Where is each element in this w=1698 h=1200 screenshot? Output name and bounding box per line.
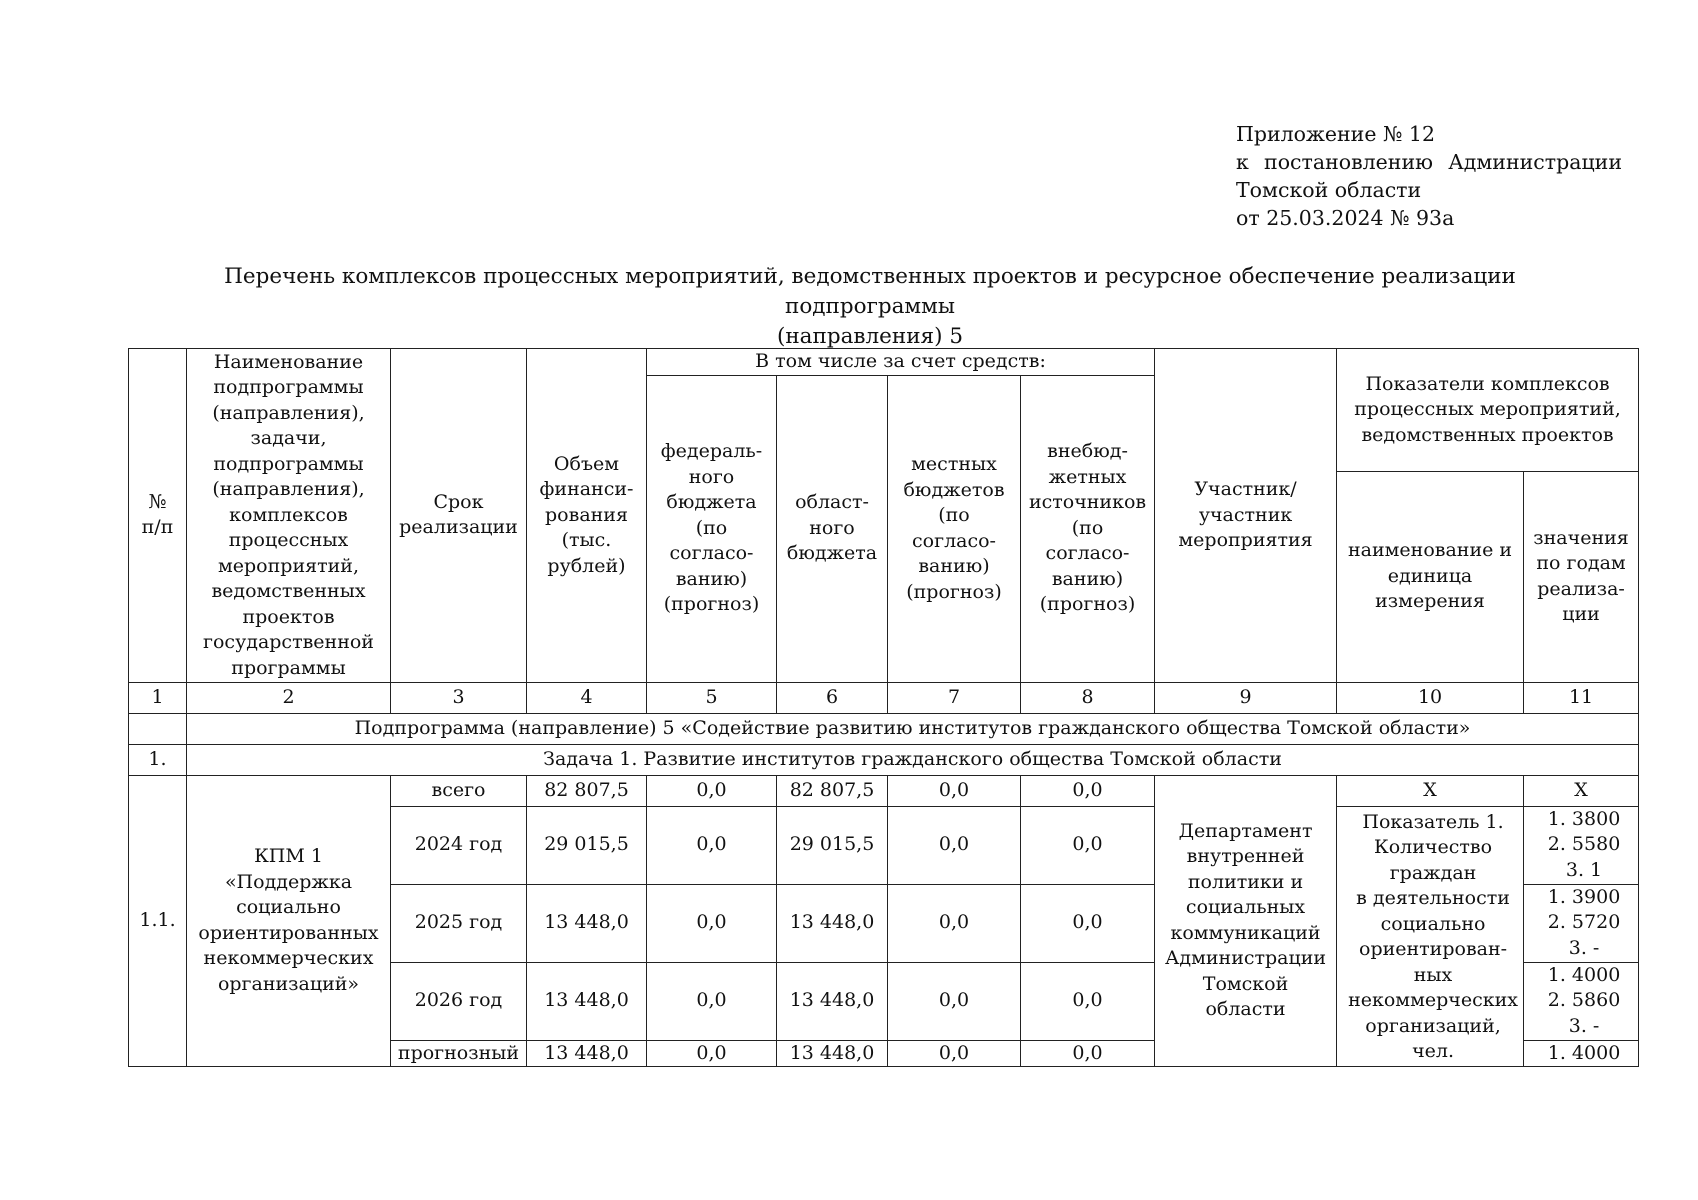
text-line: политики и	[1187, 870, 1304, 893]
volume-cell: 82 807,5	[527, 775, 647, 806]
text-line: Показатель 1.	[1362, 810, 1504, 833]
column-number: 11	[1524, 682, 1639, 713]
header-including: В том числе за счет средств:	[647, 349, 1155, 376]
appendix-line-2	[1236, 148, 1622, 176]
kpm-num: 1.1.	[129, 775, 187, 1067]
local-cell: 0,0	[888, 1040, 1021, 1067]
federal-cell: 0,0	[647, 962, 777, 1040]
text-line: (прогноз)	[1039, 593, 1136, 616]
header-extrabudget	[1021, 375, 1155, 682]
title-line-1: Перечень комплексов процессных мероприятий, ведомственных проектов и ресурсное обеспечение реализации подпрограммы	[224, 264, 1516, 319]
text-line: процессных	[228, 529, 349, 551]
text-line: единица	[1387, 564, 1473, 587]
header-federal	[647, 375, 777, 682]
appendix-line-4: от 25.03.2024 № 93а	[1236, 206, 1455, 230]
text-line: внутренней	[1186, 845, 1305, 868]
subprogram-row	[129, 713, 1639, 744]
header-indicator-values	[1524, 471, 1639, 682]
text-line: подпрограммы	[213, 376, 364, 398]
text-line: (по	[938, 504, 970, 526]
task-row	[129, 744, 1639, 775]
federal-cell: 0,0	[647, 1040, 777, 1067]
text-line: социально	[236, 896, 341, 919]
text-line: в деятельности	[1356, 887, 1510, 910]
text-line: ных	[1413, 963, 1453, 986]
regional-cell: 13 448,0	[777, 1040, 888, 1067]
text-line: 2. 5580	[1547, 833, 1621, 856]
column-numbers-row	[129, 682, 1639, 713]
text-line: программы	[231, 656, 346, 679]
text-line: п/п	[141, 516, 174, 539]
task-num: 1.	[129, 744, 187, 775]
text-line: проектов	[242, 605, 335, 628]
text-line: (направления),	[212, 401, 365, 424]
text-line: ного	[688, 465, 735, 488]
text-line: по годам	[1536, 552, 1626, 574]
extra-cell: 0,0	[1021, 884, 1155, 962]
text-line: области	[1205, 998, 1286, 1021]
text-line: согласо-	[669, 542, 754, 565]
federal-cell: 0,0	[647, 775, 777, 806]
column-number: 1	[129, 682, 187, 713]
text-line: государственной	[203, 631, 374, 653]
kpm-participant	[1155, 775, 1337, 1067]
header-name	[187, 349, 391, 683]
volume-cell: 29 015,5	[527, 806, 647, 884]
extra-cell: 0,0	[1021, 775, 1155, 806]
subprogram-title: Подпрограмма (направление) 5 «Содействие развитию институтов гражданского общества Томской области»	[187, 713, 1639, 744]
column-number: 8	[1021, 682, 1155, 713]
appendix-line-3: Томской области	[1236, 178, 1422, 202]
header-volume	[527, 349, 647, 683]
header-num	[129, 349, 187, 683]
text-line: процессных мероприятий,	[1354, 398, 1621, 420]
text-line: реализации	[399, 516, 518, 539]
regional-cell: 29 015,5	[777, 806, 888, 884]
title-line-2: (направления) 5	[776, 324, 964, 349]
federal-cell: 0,0	[647, 884, 777, 962]
appendix-block	[1236, 120, 1622, 232]
text-line: рования	[545, 503, 628, 526]
column-number: 5	[647, 682, 777, 713]
column-number: 4	[527, 682, 647, 713]
text-line: федераль-	[660, 440, 763, 463]
text-line: социальных	[1185, 896, 1306, 919]
text-line: социально	[1380, 912, 1486, 935]
text-line: 1. 4000	[1547, 963, 1621, 986]
text-line: согласо-	[1045, 542, 1130, 565]
period-cell: 2025 год	[391, 884, 527, 962]
text-line: 1. 3800	[1547, 807, 1621, 830]
text-line: Количество	[1374, 836, 1493, 859]
column-number: 3	[391, 682, 527, 713]
federal-cell: 0,0	[647, 806, 777, 884]
column-number: 9	[1155, 682, 1337, 713]
text-line: коммуникаций	[1170, 921, 1321, 944]
text-line: организаций,	[1365, 1014, 1501, 1037]
text-line: комплексов	[229, 503, 348, 526]
regional-cell: 82 807,5	[777, 775, 888, 806]
text-line: согласо-	[912, 529, 996, 552]
text-line: (по	[1071, 516, 1104, 539]
text-line: участник	[1198, 503, 1293, 526]
text-line: наименование и	[1347, 539, 1513, 562]
kpm-name	[187, 775, 391, 1067]
appendix-line-1: Приложение № 12	[1236, 122, 1435, 146]
text-line: финанси-	[539, 478, 634, 500]
local-cell: 0,0	[888, 884, 1021, 962]
text-line: ориентированных	[198, 921, 379, 944]
text-line: измерения	[1375, 590, 1485, 613]
text-line: 1. 4000	[1547, 1041, 1621, 1064]
text-line: источников	[1028, 491, 1147, 514]
column-number: 7	[888, 682, 1021, 713]
indicator-values-forecast	[1524, 1040, 1639, 1067]
text-line: ведомственных	[211, 580, 366, 602]
text-line: ведомственных проектов	[1361, 423, 1614, 446]
header-indicators	[1337, 349, 1639, 472]
period-cell: всего	[391, 775, 527, 806]
text-line: ванию)	[675, 567, 748, 590]
text-line: мероприятия	[1178, 529, 1313, 551]
header-regional	[777, 375, 888, 682]
text-line: (прогноз)	[906, 580, 1002, 603]
text-line: Администрации	[1165, 947, 1327, 970]
local-cell: 0,0	[888, 806, 1021, 884]
text-line: (тыс.	[561, 529, 612, 551]
local-cell: 0,0	[888, 962, 1021, 1040]
text-line: организаций»	[217, 972, 360, 995]
indicator-values-2026	[1524, 962, 1639, 1040]
indicator-values-2024	[1524, 806, 1639, 884]
text-line: граждан	[1389, 861, 1477, 884]
kpm-row-total	[129, 775, 1639, 806]
text-line: ного	[809, 516, 855, 539]
text-line: ориентирован-	[1359, 938, 1508, 961]
text-line: (направления),	[212, 478, 365, 500]
extra-cell: 0,0	[1021, 1040, 1155, 1067]
header-local	[888, 375, 1021, 682]
text-line: 2. 5720	[1547, 911, 1621, 934]
header-participant	[1155, 349, 1337, 683]
text-line: некоммерческих	[1348, 989, 1518, 1012]
text-line: №	[148, 490, 167, 513]
document-title	[150, 262, 1590, 352]
indicator-total-value: Х	[1524, 775, 1639, 806]
task-title: Задача 1. Развитие институтов гражданского общества Томской области	[187, 744, 1639, 775]
funding-table	[128, 348, 1639, 1067]
text-line: Департамент	[1178, 819, 1313, 842]
regional-cell: 13 448,0	[777, 884, 888, 962]
volume-cell: 13 448,0	[527, 1040, 647, 1067]
text-line: чел.	[1412, 1040, 1454, 1063]
text-line: (прогноз)	[663, 593, 760, 616]
subprogram-num	[129, 713, 187, 744]
text-line: бюджета	[666, 491, 757, 514]
header-indicator-name	[1337, 471, 1524, 682]
appendix-word: к	[1236, 150, 1249, 174]
text-line: КПМ 1	[254, 845, 323, 868]
text-line: Показатели комплексов	[1365, 372, 1610, 395]
volume-cell: 13 448,0	[527, 962, 647, 1040]
text-line: област-	[795, 491, 869, 514]
text-line: реализа-	[1537, 577, 1625, 600]
text-line: мероприятий,	[218, 554, 359, 577]
kpm-indicator	[1337, 806, 1524, 1067]
local-cell: 0,0	[888, 775, 1021, 806]
text-line: внебюд-	[1047, 440, 1128, 463]
text-line: 3. 1	[1565, 858, 1603, 881]
text-line: подпрограммы	[213, 452, 364, 475]
text-line: (по	[695, 516, 728, 539]
text-line: «Поддержка	[224, 870, 353, 893]
text-line: местных	[911, 453, 997, 475]
text-line: Участник/	[1194, 478, 1297, 500]
text-line: Объем	[553, 452, 620, 475]
regional-cell: 13 448,0	[777, 962, 888, 1040]
text-line: Срок	[433, 490, 484, 513]
column-number: 10	[1337, 682, 1524, 713]
header-term	[391, 349, 527, 683]
text-line: бюджета	[786, 542, 878, 565]
column-number: 6	[777, 682, 888, 713]
text-line: бюджетов	[903, 478, 1005, 501]
extra-cell: 0,0	[1021, 962, 1155, 1040]
text-line: 1. 3900	[1547, 885, 1621, 908]
period-cell: 2026 год	[391, 962, 527, 1040]
text-line: задачи,	[250, 427, 327, 449]
indicator-total-name: Х	[1337, 775, 1524, 806]
text-line: Наименование	[213, 350, 364, 373]
text-line: Томской	[1202, 972, 1289, 995]
appendix-word: постановлению	[1264, 150, 1433, 174]
text-line: ции	[1562, 603, 1600, 625]
text-line: ванию)	[1051, 567, 1124, 590]
text-line: ванию)	[918, 555, 990, 577]
column-number: 2	[187, 682, 391, 713]
volume-cell: 13 448,0	[527, 884, 647, 962]
text-line: значения	[1533, 526, 1629, 549]
indicator-values-2025	[1524, 884, 1639, 962]
text-line: 3. -	[1568, 936, 1600, 959]
period-cell: 2024 год	[391, 806, 527, 884]
extra-cell: 0,0	[1021, 806, 1155, 884]
appendix-word: Администрации	[1448, 150, 1622, 174]
text-line: 2. 5860	[1547, 989, 1621, 1012]
text-line: 3. -	[1568, 1014, 1600, 1037]
text-line: жетных	[1048, 465, 1127, 488]
text-line: рублей)	[547, 554, 626, 577]
text-line: некоммерческих	[203, 947, 374, 970]
period-cell: прогнозный	[391, 1040, 527, 1067]
